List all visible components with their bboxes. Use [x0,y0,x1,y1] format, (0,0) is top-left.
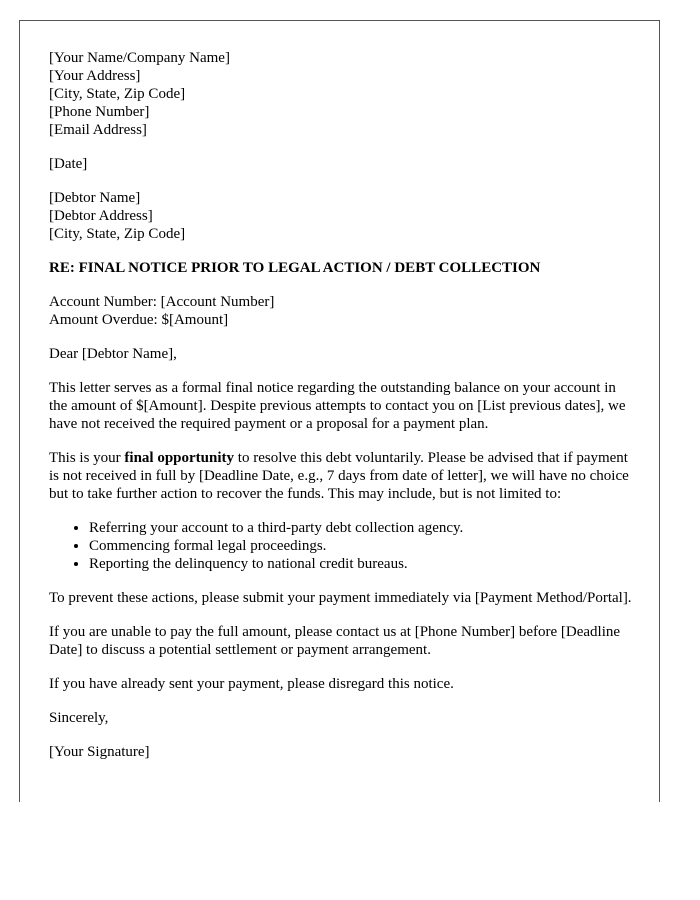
recipient-city-state-zip: [City, State, Zip Code] [49,226,186,242]
recipient-block [49,189,634,243]
sender-city-state-zip: [City, State, Zip Code] [49,86,186,102]
paragraph-contact-instructions: If you are unable to pay the full amount, please contact us at [Phone Number] before [Deadline Date] to discuss a potential settlement or payment arrangement. [49,624,621,658]
letter-date: [Date] [49,156,88,172]
amount-overdue: Amount Overdue: $[Amount] [49,312,229,328]
paragraph-final-opportunity-start: This is your [49,450,125,466]
list-item: • Reporting the delinquency to national credit bureaus. [89,555,634,573]
recipient-address: [Debtor Address] [49,208,153,224]
paragraph-final-opportunity-end: to resolve this debt voluntarily. Please be advised that if payment is not received in full by [Deadline Date, e.g., 7 days from date of letter], we will have no choice but to take further action to recover the funds. This may include, but is not limited to: [49,450,629,502]
subject-line: RE: FINAL NOTICE PRIOR TO LEGAL ACTION / DEBT COLLECTION [49,260,541,276]
paragraph-balance-notice: This letter serves as a formal final notice regarding the outstanding balance on your account in the amount of $[Amount]. Despite previous attempts to contact you on [List previous dates], we have not received the required payment or a proposal for a payment plan. [49,380,626,432]
paragraph-final-opportunity [49,449,634,503]
final-opportunity-emphasis: final opportunity [124,450,235,466]
sender-name: [Your Name/Company Name] [49,50,230,66]
signature: [Your Signature] [49,744,150,760]
closing: Sincerely, [49,710,109,726]
sender-phone: [Phone Number] [49,104,150,120]
sender-address: [Your Address] [49,68,141,84]
sender-block [49,49,634,139]
recipient-name: [Debtor Name] [49,190,141,206]
sender-email: [Email Address] [49,122,147,138]
paragraph-payment-instructions: To prevent these actions, please submit your payment immediately via [Payment Method/Portal]. [49,590,632,606]
paragraph-disregard-notice: If you have already sent your payment, please disregard this notice. [49,676,454,692]
letter-body [49,49,634,761]
account-number: Account Number: [Account Number] [49,294,275,310]
account-block [49,293,634,329]
list-item: • Referring your account to a third-party debt collection agency. [89,519,634,537]
date-block [49,155,634,173]
actions-list [49,519,634,573]
list-item: • Commencing formal legal proceedings. [89,537,634,555]
salutation: Dear [Debtor Name], [49,346,177,362]
letter-page [19,20,660,802]
